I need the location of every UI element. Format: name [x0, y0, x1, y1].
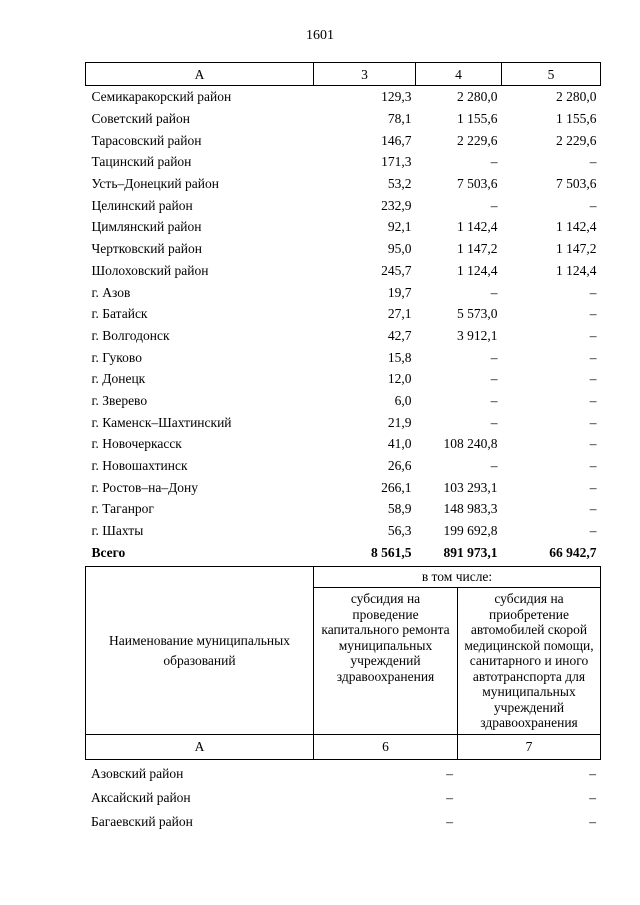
- table-row: [86, 86, 601, 108]
- total-value: 8 561,5: [371, 544, 412, 560]
- header-cell: 6: [314, 735, 458, 760]
- value-cell: 78,1: [387, 111, 412, 127]
- table-row: [86, 346, 601, 368]
- value-cell: 3 912,1: [457, 327, 498, 343]
- municipality-name: Тацинский район: [91, 154, 192, 170]
- table-row: [86, 216, 601, 238]
- table-row: [86, 433, 601, 455]
- table-row: [85, 810, 600, 834]
- municipality-name: г. Донецк: [91, 371, 146, 387]
- value-cell: 1 147,2: [457, 241, 498, 257]
- value-cell: 1 142,4: [457, 219, 498, 235]
- value-cell: –: [589, 814, 596, 829]
- table-row: [86, 281, 601, 303]
- value-cell: 266,1: [381, 479, 412, 495]
- municipality-name: г. Шахты: [91, 523, 144, 539]
- table-row: [85, 762, 600, 786]
- table-row: [86, 455, 601, 477]
- value-cell: –: [589, 197, 597, 213]
- value-cell: 27,1: [387, 306, 412, 322]
- value-cell: 7 503,6: [556, 176, 597, 192]
- value-cell: 2 229,6: [457, 132, 498, 148]
- value-cell: 58,9: [387, 501, 412, 517]
- municipality-name: г. Азов: [91, 284, 131, 300]
- municipality-name: Семикаракорский район: [91, 89, 232, 105]
- value-cell: 42,7: [387, 327, 412, 343]
- value-cell: 1 155,6: [457, 111, 498, 127]
- table-row: [86, 368, 601, 390]
- table-row: [86, 411, 601, 433]
- total-value: 891 973,1: [443, 544, 498, 560]
- value-cell: 95,0: [387, 241, 412, 257]
- value-cell: –: [490, 458, 498, 474]
- value-cell: 171,3: [381, 154, 412, 170]
- value-cell: 53,2: [387, 176, 412, 192]
- value-cell: 1 124,4: [556, 262, 597, 278]
- page-number: 1601: [306, 28, 334, 43]
- municipality-name: г. Волгодонск: [91, 327, 170, 343]
- municipality-name: Азовский район: [91, 766, 184, 781]
- value-cell: 12,0: [387, 371, 412, 387]
- value-cell: 2 229,6: [556, 132, 597, 148]
- including-header: в том числе:: [314, 567, 601, 588]
- table-row: [86, 520, 601, 542]
- table-row: [86, 476, 601, 498]
- table-header-row: [86, 63, 601, 86]
- value-cell: –: [589, 458, 597, 474]
- table-row: [86, 238, 601, 260]
- value-cell: 15,8: [387, 349, 412, 365]
- municipality-name: г. Таганрог: [91, 501, 154, 517]
- value-cell: –: [446, 766, 453, 781]
- value-cell: –: [589, 327, 597, 343]
- value-cell: –: [589, 766, 596, 781]
- table-row: [86, 390, 601, 412]
- municipality-name: г. Батайск: [91, 306, 148, 322]
- value-cell: 103 293,1: [443, 479, 498, 495]
- value-cell: –: [446, 814, 453, 829]
- value-cell: –: [446, 790, 453, 805]
- header-cell: 5: [502, 63, 601, 86]
- value-cell: –: [589, 501, 597, 517]
- municipality-name: Чертковский район: [91, 241, 202, 257]
- value-cell: 41,0: [387, 436, 412, 452]
- municipality-name: г. Новошахтинск: [91, 458, 188, 474]
- value-cell: –: [589, 414, 597, 430]
- table-row: [86, 498, 601, 520]
- value-cell: 6,0: [394, 392, 412, 408]
- value-cell: 92,1: [387, 219, 412, 235]
- municipality-name: Аксайский район: [91, 790, 191, 805]
- col7-header: субсидия на приобретение автомобилей скорой медицинской помощи, санитарного и иного автотранспорта для муниципальных учреждений здравоохранения: [458, 588, 601, 735]
- value-cell: –: [589, 790, 596, 805]
- value-cell: –: [589, 392, 597, 408]
- value-cell: –: [490, 349, 498, 365]
- value-cell: –: [589, 371, 597, 387]
- value-cell: 56,3: [387, 523, 412, 539]
- table-row: [86, 194, 601, 216]
- value-cell: –: [589, 349, 597, 365]
- municipality-name: Усть–Донецкий район: [91, 176, 219, 192]
- column-number-row: [86, 735, 601, 760]
- value-cell: –: [490, 371, 498, 387]
- value-cell: 199 692,8: [443, 523, 498, 539]
- value-cell: 7 503,6: [457, 176, 498, 192]
- header-cell: А: [86, 735, 314, 760]
- value-cell: –: [589, 284, 597, 300]
- value-cell: 129,3: [381, 89, 412, 105]
- value-cell: –: [490, 197, 498, 213]
- municipality-name: Целинский район: [91, 197, 193, 213]
- table-row: [86, 151, 601, 173]
- table-row: [86, 108, 601, 130]
- value-cell: –: [490, 392, 498, 408]
- table-row: [86, 325, 601, 347]
- municipality-name: г. Каменск–Шахтинский: [91, 414, 232, 430]
- value-cell: 1 147,2: [556, 241, 597, 257]
- table-row: [85, 786, 600, 810]
- value-cell: 21,9: [387, 414, 412, 430]
- table-row: [86, 173, 601, 195]
- total-value: 66 942,7: [549, 544, 597, 560]
- value-cell: 19,7: [387, 284, 412, 300]
- header-cell: А: [86, 63, 314, 86]
- municipality-name: г. Гуково: [91, 349, 142, 365]
- municipality-name: Багаевский район: [91, 814, 193, 829]
- table-row: [86, 129, 601, 151]
- col6-header: субсидия на проведение капитального ремонта муниципальных учреждений здравоохранения: [314, 588, 458, 735]
- municipality-name: Советский район: [91, 111, 190, 127]
- municipality-name: Тарасовский район: [91, 132, 202, 148]
- budget-table-part1: [85, 62, 601, 563]
- header-cell: 7: [458, 735, 601, 760]
- value-cell: 146,7: [381, 132, 412, 148]
- value-cell: –: [490, 154, 498, 170]
- municipality-name: Шолоховский район: [91, 262, 209, 278]
- value-cell: 1 124,4: [457, 262, 498, 278]
- header-cell: 4: [416, 63, 502, 86]
- value-cell: 245,7: [381, 262, 412, 278]
- total-row: [86, 541, 601, 563]
- value-cell: –: [589, 306, 597, 322]
- value-cell: 1 155,6: [556, 111, 597, 127]
- municipality-name: г. Ростов–на–Дону: [91, 479, 199, 495]
- value-cell: 5 573,0: [457, 306, 498, 322]
- value-cell: 26,6: [387, 458, 412, 474]
- municipality-name: г. Зверево: [91, 392, 148, 408]
- value-cell: –: [589, 523, 597, 539]
- value-cell: –: [589, 154, 597, 170]
- value-cell: –: [589, 436, 597, 452]
- value-cell: –: [490, 284, 498, 300]
- value-cell: 148 983,3: [443, 501, 498, 517]
- municipality-name: г. Новочеркасск: [91, 436, 182, 452]
- value-cell: –: [589, 479, 597, 495]
- value-cell: –: [490, 414, 498, 430]
- table-row: [86, 303, 601, 325]
- municipality-name-header: Наименование муниципальных образований: [86, 567, 314, 735]
- value-cell: 1 142,4: [556, 219, 597, 235]
- total-label: Всего: [91, 544, 126, 560]
- budget-table-part2-header: [85, 566, 601, 760]
- value-cell: 2 280,0: [457, 89, 498, 105]
- value-cell: 2 280,0: [556, 89, 597, 105]
- table-row: [86, 260, 601, 282]
- municipality-name: Цимлянский район: [91, 219, 202, 235]
- header-cell: 3: [314, 63, 416, 86]
- value-cell: 232,9: [381, 197, 412, 213]
- value-cell: 108 240,8: [443, 436, 498, 452]
- budget-table-part2-rows: [85, 762, 600, 834]
